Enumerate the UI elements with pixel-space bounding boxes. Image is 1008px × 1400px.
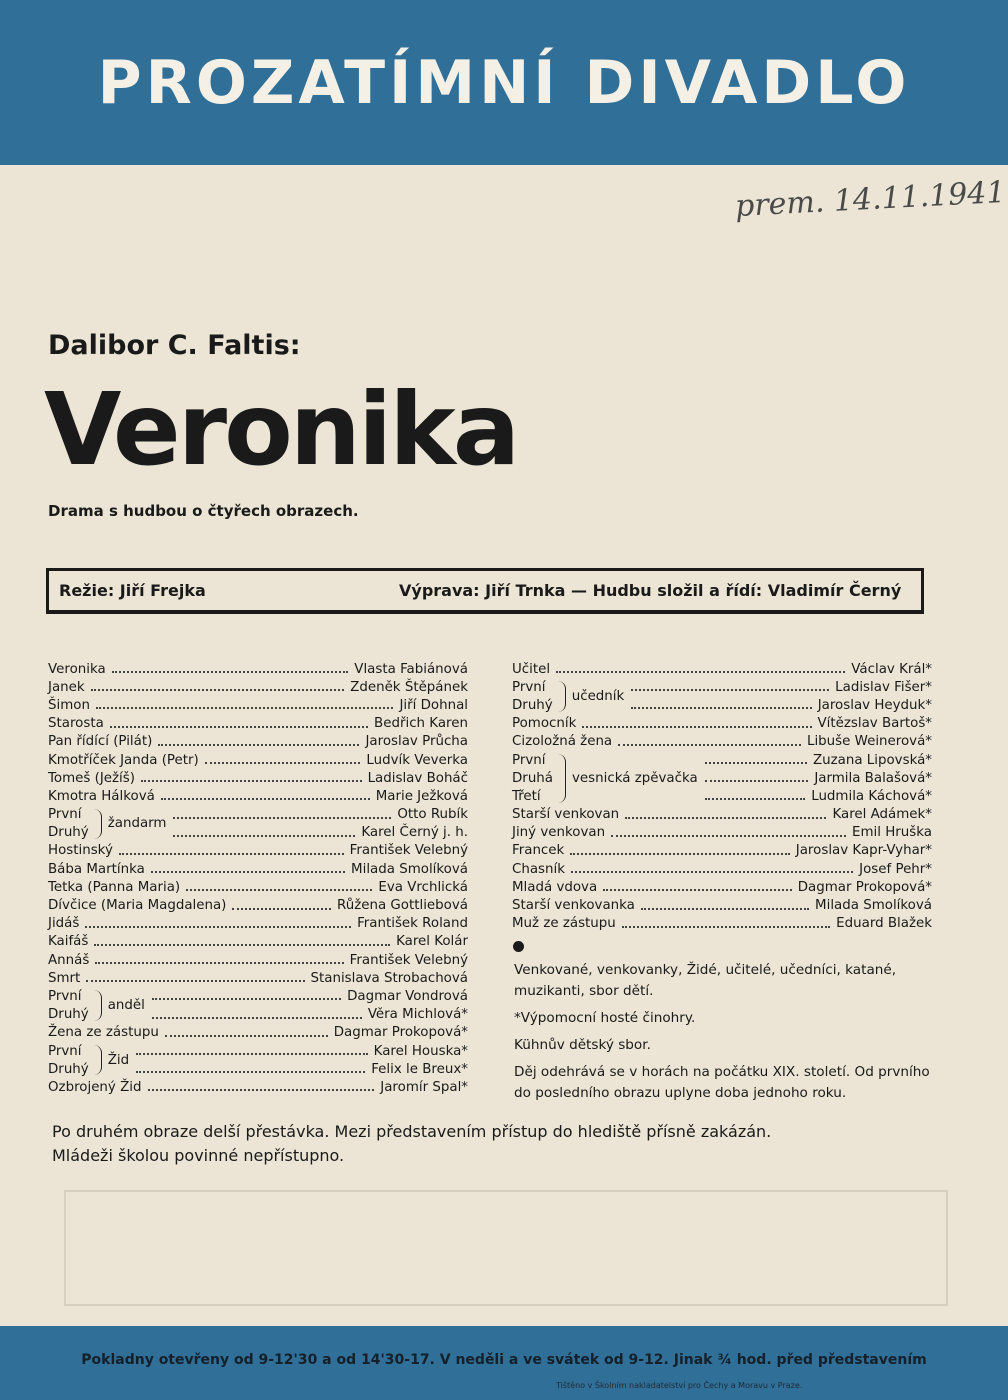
cast-row (48, 969, 468, 987)
dot-leader (232, 908, 331, 910)
cast-role: První (512, 753, 548, 768)
cast-actor: Otto Rubík (394, 807, 468, 822)
cast-actor: Jarmila Balašová* (811, 771, 932, 786)
cast-role: Hostinský (48, 843, 116, 858)
dot-leader (611, 835, 846, 837)
credits-box (46, 568, 924, 614)
age-restriction-line: Mládeži školou povinné nepřístupno. (52, 1146, 345, 1165)
cast-role: Chasník (512, 862, 568, 877)
cast-group-zpevacka (512, 751, 932, 806)
cast-row (48, 733, 468, 751)
cast-row (48, 787, 468, 805)
dot-leader (158, 744, 359, 746)
cast-role: První (48, 1044, 84, 1059)
cast-row (48, 696, 468, 714)
cast-row (512, 842, 932, 860)
cast-row (512, 660, 932, 678)
cast-group-label: vesnická zpěvačka (572, 770, 698, 786)
cast-row (512, 915, 932, 933)
cast-actor: Jiří Dohnal (396, 698, 468, 713)
designer-name: Jiří Trnka (485, 581, 566, 600)
cast-actor: Jaroslav Průcha (362, 734, 468, 749)
cast-actor: Milada Smolíková (348, 862, 468, 877)
cast-row (48, 660, 468, 678)
cast-role: Žena ze zástupu (48, 1025, 162, 1040)
cast-actor: Ladislav Fišer* (832, 680, 932, 695)
dot-leader (86, 980, 304, 982)
dot-leader (141, 780, 362, 782)
cast-group-label: Žid (107, 1052, 130, 1068)
cast-role: Bába Martínka (48, 862, 148, 877)
cast-actor: Stanislava Strobachová (308, 971, 468, 986)
cast-row (48, 915, 468, 933)
dot-leader (603, 889, 792, 891)
brace-mark (94, 990, 102, 1020)
notes-block (514, 960, 934, 1110)
cast-actor: Václav Král* (848, 662, 932, 677)
cast-row (512, 878, 932, 896)
cast-actor: Ludvík Veverka (363, 753, 468, 768)
cast-role: Starosta (48, 716, 107, 731)
cast-role: Francek (512, 843, 567, 858)
dot-leader (571, 871, 853, 873)
cast-role: Janek (48, 680, 88, 695)
dot-leader (186, 889, 372, 891)
cast-actor: Dagmar Prokopová* (331, 1025, 468, 1040)
cast-role: Annáš (48, 953, 92, 968)
cast-row (48, 896, 468, 914)
cast-actor: Karel Houska* (371, 1044, 468, 1059)
cast-role: Učitel (512, 662, 553, 677)
dot-leader (110, 726, 368, 728)
cast-role: Ozbrojený Žid (48, 1080, 145, 1095)
brace-mark (94, 809, 102, 839)
cast-actor: Ludmila Káchová* (808, 789, 932, 804)
cast-row (48, 842, 468, 860)
cast-row (48, 769, 468, 787)
dot-leader (582, 726, 811, 728)
brace-mark (94, 1045, 102, 1075)
cast-role: Starší venkovanka (512, 898, 638, 913)
dot-leader (161, 798, 370, 800)
dot-leader (85, 926, 351, 928)
direction-credit (59, 581, 206, 600)
cast-row (48, 933, 468, 951)
cast-group-label: žandarm (107, 816, 167, 832)
cast-group-ucednik (512, 678, 932, 714)
design-label: Výprava: (399, 581, 480, 600)
cast-role: Starší venkovan (512, 807, 622, 822)
cast-actor: Jaromír Spal* (377, 1080, 468, 1095)
cast-row (48, 715, 468, 733)
composer-name: Vladimír Černý (767, 581, 902, 600)
music-label: — Hudbu složil a řídí: (571, 581, 763, 600)
cast-actor: Milada Smolíková (812, 898, 932, 913)
direction-label: Režie: (59, 581, 115, 600)
cast-role: Pan řídící (Pilát) (48, 734, 155, 749)
dot-leader (148, 1089, 375, 1091)
dot-leader (570, 853, 790, 855)
cast-role: První (512, 680, 548, 695)
cast-actor: Libuše Weinerová* (804, 734, 932, 749)
cast-actor: Dagmar Vondrová (344, 989, 468, 1004)
dot-leader (95, 962, 343, 964)
brace-mark (558, 754, 566, 803)
cast-actor: Vlasta Fabiánová (351, 662, 468, 677)
theatre-name: PROZATÍMNÍ DIVADLO (97, 48, 911, 118)
intermission-notice (52, 1120, 912, 1168)
cast-actor: Josef Pehr* (856, 862, 932, 877)
cast-role: Kaifáš (48, 934, 91, 949)
bullet-mark (513, 941, 524, 952)
cast-list-left (48, 660, 468, 1097)
cast-row (48, 1024, 468, 1042)
play-author: Dalibor C. Faltis: (48, 330, 301, 361)
box-office-hours: Pokladny otevřeny od 9-12'30 a od 14'30-17. V neděli a ve svátek od 9-12. Jinak ¾ hod. před představením (81, 1352, 927, 1368)
cast-role: Druhý (48, 825, 92, 840)
cast-role: Třetí (512, 789, 544, 804)
cast-actor: Ladislav Boháč (365, 771, 468, 786)
cast-actor: Bedřich Karen (371, 716, 468, 731)
cast-role: Šimon (48, 698, 93, 713)
cast-row (512, 715, 932, 733)
dot-leader (556, 671, 845, 673)
cast-actor: Jaroslav Heyduk* (815, 698, 932, 713)
cast-role: Druhý (512, 698, 556, 713)
choir-note: Kühnův dětský sbor. (514, 1037, 651, 1053)
cast-role: Druhý (48, 1007, 92, 1022)
cast-row (48, 860, 468, 878)
cast-group-label: anděl (107, 998, 145, 1014)
cast-actor: Emil Hruška (849, 825, 932, 840)
cast-row (512, 806, 932, 824)
dot-leader (625, 817, 826, 819)
cast-actor: Věra Michlová* (365, 1007, 468, 1022)
cast-role: Muž ze zástupu (512, 916, 619, 931)
cast-role: Kmotříček Janda (Petr) (48, 753, 202, 768)
dot-leader (94, 944, 390, 946)
dot-leader (91, 689, 345, 691)
cast-actor: František Roland (354, 916, 468, 931)
dot-leader (641, 908, 809, 910)
cast-actor: Zdeněk Štěpánek (347, 680, 468, 695)
intermission-line: Po druhém obraze delší přestávka. Mezi představením přístup do hlediště přísně zakázán. (52, 1122, 772, 1141)
cast-role: Tetka (Panna Maria) (48, 880, 183, 895)
cast-role: Pomocník (512, 716, 579, 731)
cast-role: Kmotra Hálková (48, 789, 158, 804)
dot-leader (96, 707, 393, 709)
printer-imprint: Tištěno v Školním nakladatelství pro Čechy a Moravu v Praze. (556, 1381, 803, 1390)
cast-role: Mladá vdova (512, 880, 600, 895)
dot-leader (112, 671, 349, 673)
play-title: Veronika (44, 371, 518, 488)
cast-actor: František Velebný (347, 953, 468, 968)
cast-actor: František Velebný (347, 843, 468, 858)
cast-actor: Dagmar Prokopová* (795, 880, 932, 895)
cast-role: Druhá (512, 771, 556, 786)
cast-role: Cizoložná žena (512, 734, 615, 749)
cast-role: Jidáš (48, 916, 82, 931)
cast-actor: Karel Kolár (393, 934, 468, 949)
play-subtitle: Drama s hudbou o čtyřech obrazech. (48, 502, 359, 520)
cast-actor: Zuzana Lipovská* (810, 753, 932, 768)
dot-leader (165, 1035, 328, 1037)
cast-actor: Felix le Breux* (368, 1062, 468, 1077)
handwritten-premiere-note: prem. 14.11.1941 (734, 174, 1007, 225)
cast-row (512, 896, 932, 914)
cast-role: Druhý (48, 1062, 92, 1077)
cast-actor: Eva Vrchlická (375, 880, 468, 895)
cast-group-andel (48, 987, 468, 1023)
dot-leader (618, 744, 801, 746)
cast-actor: Růžena Gottliebová (334, 898, 468, 913)
cast-row (48, 678, 468, 696)
cast-group-zid (48, 1042, 468, 1078)
brace-mark (558, 681, 566, 711)
cast-role: První (48, 807, 84, 822)
cast-role: Veronika (48, 662, 109, 677)
cast-role: První (48, 989, 84, 1004)
cast-actor: Marie Ježková (373, 789, 468, 804)
cast-actor: Karel Adámek* (829, 807, 932, 822)
cast-role: Jiný venkovan (512, 825, 608, 840)
cast-row (48, 878, 468, 896)
cast-row (48, 751, 468, 769)
cast-row (48, 1078, 468, 1096)
guests-note: *Výpomocní hosté činohry. (514, 1010, 696, 1026)
cast-actor: Vítězslav Bartoš* (815, 716, 933, 731)
design-music-credit (399, 581, 901, 600)
dot-leader (205, 762, 361, 764)
cast-role: Smrt (48, 971, 83, 986)
cast-actor: Eduard Blažek (833, 916, 932, 931)
cast-list-right (512, 660, 932, 933)
cast-actor: Karel Černý j. h. (358, 825, 468, 840)
dot-leader (622, 926, 830, 928)
cast-row (512, 824, 932, 842)
setting-note: Děj odehrává se v horách na počátku XIX. století. Od prvního do posledního obrazu uplyne doba jednoho roku. (514, 1064, 930, 1101)
director-name: Jiří Frejka (119, 581, 206, 600)
dot-leader (151, 871, 345, 873)
cast-role: Dívčice (Maria Magdalena) (48, 898, 229, 913)
cast-row (512, 733, 932, 751)
faded-advert-box (64, 1190, 948, 1306)
dot-leader (119, 853, 344, 855)
cast-actor: Jaroslav Kapr-Vyhar* (793, 843, 932, 858)
cast-group-zandarm (48, 806, 468, 842)
extras-note: Venkované, venkovanky, Židé, učitelé, učedníci, katané, muzikanti, sbor dětí. (514, 962, 897, 999)
cast-group-label: učedník (571, 688, 625, 704)
cast-role: Tomeš (Ježíš) (48, 771, 138, 786)
cast-row (48, 951, 468, 969)
cast-row (512, 860, 932, 878)
